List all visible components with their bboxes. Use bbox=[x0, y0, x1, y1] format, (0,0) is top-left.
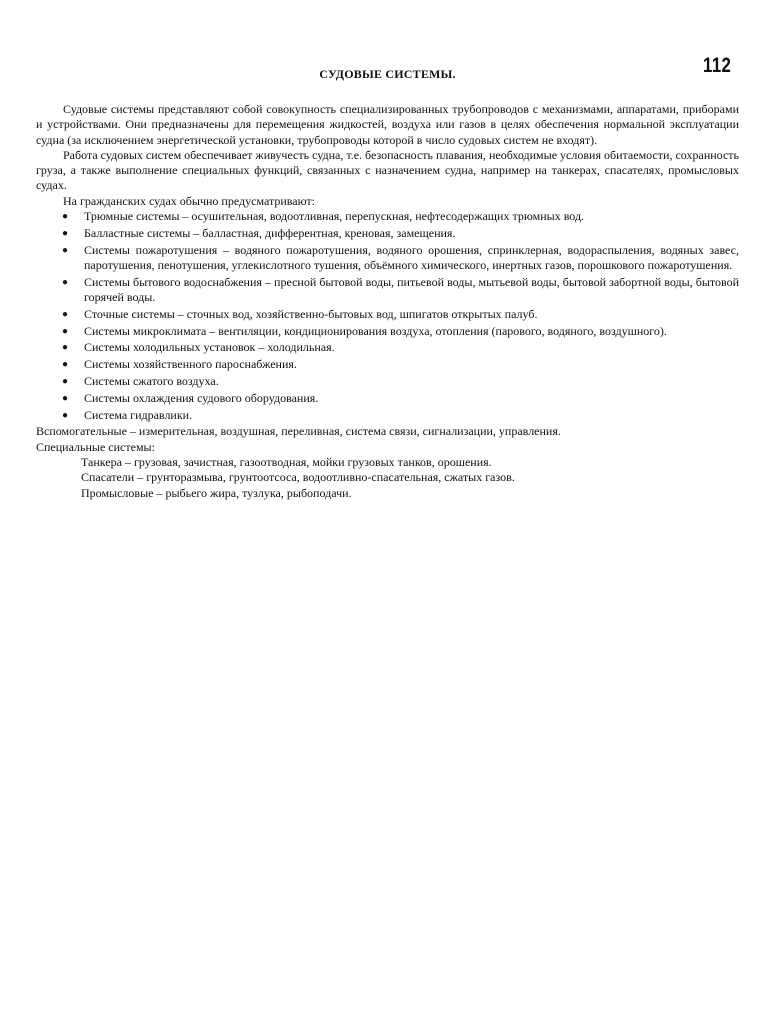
list-item-text: Сточные системы – сточных вод, хозяйственно-бытовых вод, шпигатов открытых палуб. bbox=[84, 306, 538, 321]
special-item-tanker: Танкера – грузовая, зачистная, газоотводная, мойки грузовых танков, орошения. bbox=[81, 455, 492, 470]
list-item-text: Системы бытового водоснабжения – пресной бытовой воды, питьевой воды, мытьевой воды, бытовой забортной воды, бытовой горячей воды. bbox=[84, 274, 739, 305]
list-item bbox=[36, 340, 739, 355]
list-item-text: Системы микроклимата – вентиляции, кондиционирования воздуха, отопления (парового, водяного, воздушного). bbox=[84, 323, 667, 338]
bullet-icon: ● bbox=[62, 276, 69, 288]
list-item bbox=[36, 391, 739, 406]
bullet-icon: ● bbox=[62, 359, 69, 371]
auxiliary-paragraph: Вспомогательные – измерительная, воздушная, переливная, система связи, сигнализации, управления. bbox=[36, 424, 561, 439]
special-item-rescue: Спасатели – грунторазмыва, грунтоотсоса, водоотливно-спасательная, сжатых газов. bbox=[81, 470, 515, 485]
page-number: 112 bbox=[703, 54, 732, 77]
list-item-text: Трюмные системы – осушительная, водоотливная, перепускная, нефтесодержащих трюмных вод. bbox=[84, 209, 585, 224]
list-item-text: Балластные системы – балластная, дифферентная, креновая, замещения. bbox=[84, 225, 456, 240]
list-item-text: Системы охлаждения судового оборудования. bbox=[84, 390, 319, 405]
list-item-text: Системы сжатого воздуха. bbox=[84, 374, 219, 389]
bullet-icon: ● bbox=[62, 376, 69, 388]
list-item-text: Системы хозяйственного пароснабжения. bbox=[84, 357, 297, 372]
list-item bbox=[36, 243, 739, 274]
list-item-text: Системы пожаротушения – водяного пожаротушения, водяного орошения, спринклерная, водораспыления, водяных завес, паротушения, пенотушения, углекислотного тушения, объёмного химического, инертных газов, порошкового пожаротушения. bbox=[84, 242, 739, 272]
intro-paragraph: Судовые системы представляют собой совокупность специализированных трубопроводов с механизмами, аппаратами, приборами и устройствами. Они предназначены для перемещения жидкостей, воздуха или газов в целях обеспечения нормальной эксплуатации судна (за исключением энергетической установки, трубопроводы которой в число судовых систем не входят). bbox=[36, 102, 739, 147]
page-title: СУДОВЫЕ СИСТЕМЫ. bbox=[319, 67, 456, 81]
special-heading: Специальные системы: bbox=[36, 439, 155, 454]
systems-list bbox=[36, 209, 739, 423]
bullet-icon: ● bbox=[62, 211, 69, 223]
list-item bbox=[36, 209, 739, 224]
bullet-icon: ● bbox=[62, 392, 69, 404]
bullet-icon: ● bbox=[62, 325, 69, 337]
list-item bbox=[36, 307, 739, 322]
special-item-fishing: Промысловые – рыбьего жира, тузлука, рыбоподачи. bbox=[81, 485, 352, 500]
list-item-text: Системы холодильных установок – холодильная. bbox=[84, 340, 335, 355]
document-body bbox=[36, 102, 739, 501]
list-item bbox=[36, 357, 739, 372]
bullet-icon: ● bbox=[62, 409, 69, 421]
list-item bbox=[36, 374, 739, 389]
list-item bbox=[36, 324, 739, 339]
civil-intro-paragraph: На гражданских судах обычно предусматривают: bbox=[63, 193, 316, 208]
bullet-icon: ● bbox=[62, 308, 69, 320]
list-item bbox=[36, 275, 739, 306]
list-item bbox=[36, 408, 739, 423]
operation-paragraph: Работа судовых систем обеспечивает живучесть судна, т.е. безопасность плавания, необходимые условия обитаемости, сохранность груза, а также выполнение специальных функций, связанных с назначением судна, например на танкерах, спасателях, промысловых судах. bbox=[36, 147, 739, 193]
list-item-text: Система гидравлики. bbox=[84, 407, 193, 422]
bullet-icon: ● bbox=[62, 227, 69, 239]
bullet-icon: ● bbox=[62, 342, 69, 354]
list-item bbox=[36, 226, 739, 241]
bullet-icon: ● bbox=[62, 244, 69, 256]
